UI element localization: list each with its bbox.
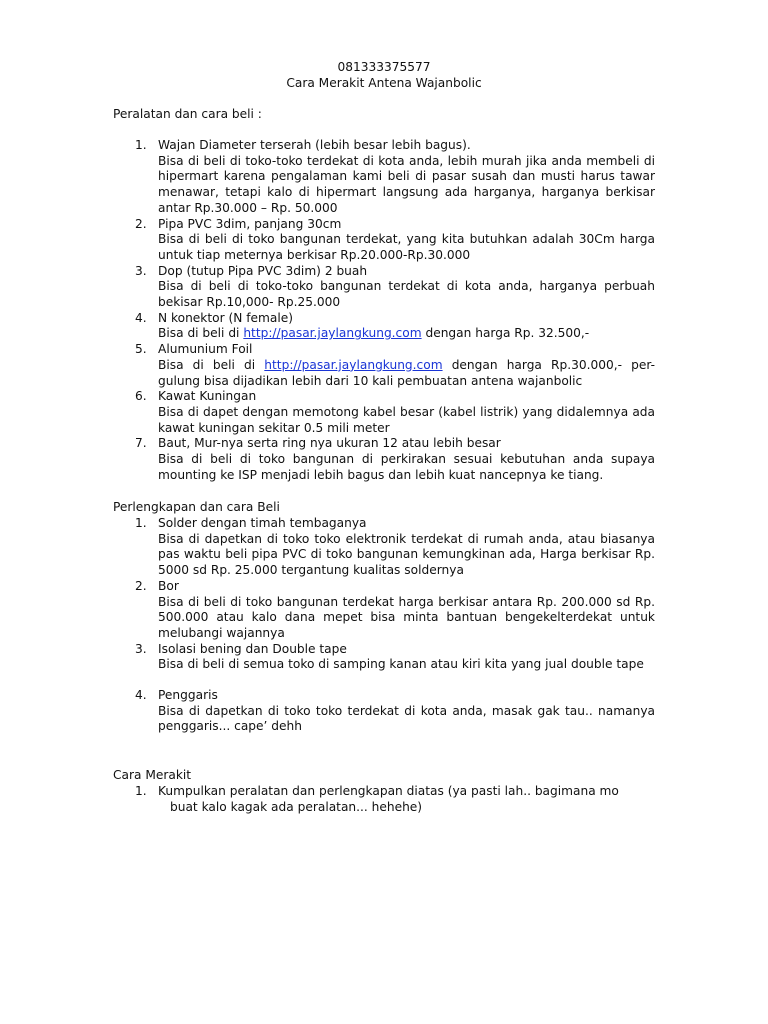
list-number: 2.	[135, 578, 147, 593]
item-description: Bisa di beli di semua toko di samping kanan atau kiri kita yang jual double tape	[158, 657, 644, 672]
list-number: 5.	[135, 342, 147, 357]
peralatan-list	[113, 138, 655, 483]
item-description	[158, 358, 655, 389]
item-description: Bisa di beli di toko bangunan terdekat, yang kita butuhkan adalah 30Cm harga untuk tiap meternya berkisar Rp.20.000-Rp.30.000	[158, 232, 655, 262]
item-description: Bisa di dapetkan di toko toko terdekat di kota anda, masak gak tau.. namanya penggaris... cape’ dehh	[158, 703, 655, 734]
list-number: 1.	[135, 138, 147, 152]
list-item	[113, 784, 655, 815]
pasar-jaylangkung-link[interactable]: http://pasar.jaylangkung.com	[243, 326, 422, 341]
list-number: 4.	[135, 310, 147, 325]
item-title: Bor	[158, 578, 179, 593]
list-number: 1.	[135, 516, 147, 530]
list-item	[113, 217, 655, 264]
list-item	[113, 436, 655, 483]
item-title: Penggaris	[158, 688, 218, 703]
desc-text: dengan harga Rp. 32.500,-	[421, 326, 590, 341]
perlengkapan-list	[113, 516, 655, 735]
section-title-peralatan: Peralatan dan cara beli :	[113, 107, 262, 121]
item-description: Bisa di beli di toko bangunan di perkirakan sesuai kebutuhan anda supaya mounting ke ISP menjadi lebih bagus dan lebih kuat nancepnya ke tiang.	[158, 452, 655, 482]
item-title: Solder dengan timah tembaganya	[158, 516, 367, 530]
list-number: 6.	[135, 389, 147, 404]
item-description: Bisa di beli di toko bangunan terdekat harga berkisar antara Rp. 200.000 sd Rp. 500.000 atau kalo dana mepet bisa minta bantuan bengekelterdekat untuk melubangi wajannya	[158, 594, 655, 640]
step-line: Kumpulkan peralatan dan perlengkapan diatas (ya pasti lah.. bagimana mo	[158, 784, 619, 798]
list-number: 4.	[135, 688, 147, 703]
phone-number: 081333375577	[337, 60, 431, 74]
list-item	[113, 264, 655, 311]
item-description: Bisa di beli di toko-toko bangunan terdekat di kota anda, harganya perbuah bekisar Rp.10,000- Rp.25.000	[158, 279, 655, 310]
desc-text: dengan harga Rp.30.000,- per-gulung bisa dijadikan lebih dari 10 kali pembuatan antena wajanbolic	[158, 357, 655, 388]
document-title: Cara Merakit Antena Wajanbolic	[286, 76, 482, 90]
item-description: Bisa di dapetkan di toko toko elektronik terdekat di rumah anda, atau biasanya pas waktu beli pipa PVC di toko bangunan kemungkinan ada, Harga berkisar Rp. 5000 sd Rp. 25.000 tergantung kualitas soldernya	[158, 531, 655, 578]
item-title: Pipa PVC 3dim, panjang 30cm	[158, 216, 342, 231]
item-title: Wajan Diameter terserah (lebih besar lebih bagus).	[158, 138, 471, 152]
list-item	[113, 342, 655, 389]
step-line: buat kalo kagak ada peralatan... hehehe)	[170, 799, 423, 814]
pasar-jaylangkung-link[interactable]: http://pasar.jaylangkung.com	[264, 357, 443, 372]
section-title-perlengkapan: Perlengkapan dan cara Beli	[113, 500, 280, 514]
desc-text: Bisa di beli di	[158, 326, 244, 341]
list-item	[113, 516, 655, 579]
item-title: N konektor (N female)	[158, 310, 293, 325]
item-description	[158, 326, 655, 342]
list-number: 2.	[135, 216, 147, 231]
list-number: 7.	[135, 436, 147, 451]
item-description: Bisa di beli di toko-toko terdekat di kota anda, lebih murah jika anda membeli di hipermart karena pengalaman kami beli di pasar susah dan musti harus tawar menawar, tetapi kalo di hipermart langsung ada harganya, harganya berkisar antar Rp.30.000 – Rp. 50.000	[158, 153, 655, 215]
list-item	[113, 688, 655, 735]
item-title: Kawat Kuningan	[158, 389, 257, 404]
list-number: 1.	[135, 784, 147, 798]
list-number: 3.	[135, 641, 147, 656]
list-number: 3.	[135, 263, 147, 278]
list-item	[113, 579, 655, 642]
list-item	[113, 311, 655, 342]
item-title: Dop (tutup Pipa PVC 3dim) 2 buah	[158, 263, 368, 278]
item-title: Baut, Mur-nya serta ring nya ukuran 12 atau lebih besar	[158, 436, 501, 451]
item-title: Alumunium Foil	[158, 342, 253, 357]
list-item	[113, 389, 655, 436]
item-title: Isolasi bening dan Double tape	[158, 641, 347, 656]
item-description: Bisa di dapet dengan memotong kabel besar (kabel listrik) yang didalemnya ada kawat kuningan sekitar 0.5 mili meter	[158, 404, 655, 435]
section-title-cara-merakit: Cara Merakit	[113, 768, 192, 782]
list-item	[113, 642, 655, 673]
list-item	[113, 138, 655, 217]
cara-merakit-list	[113, 784, 655, 815]
desc-text: Bisa di beli di	[158, 357, 265, 372]
